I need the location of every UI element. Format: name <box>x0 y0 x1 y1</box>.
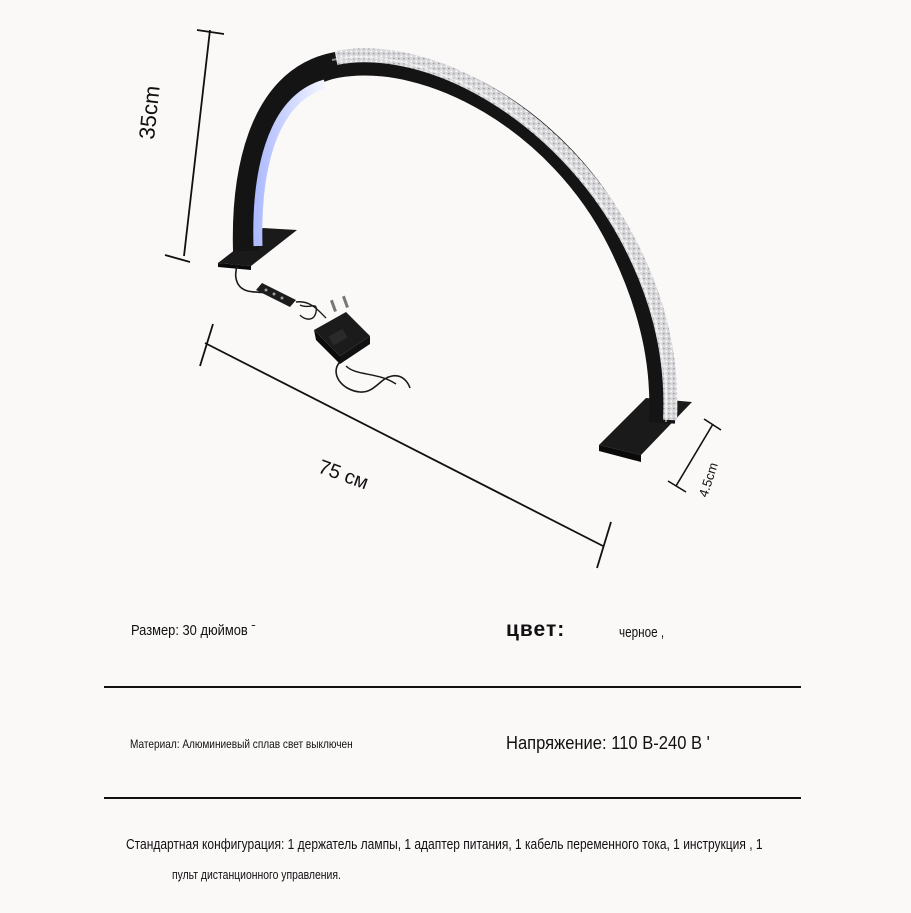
right-base-plate <box>599 398 692 462</box>
depth-dimension-label: 4.5cm <box>695 460 721 499</box>
arch-crystal-strip <box>336 55 670 420</box>
size-spec: Размер: 30 дюймов ˉ <box>131 622 256 639</box>
width-dimension-label: 75 см <box>315 456 372 495</box>
inline-switch <box>256 283 296 307</box>
depth-dimension <box>668 419 721 499</box>
height-dimension <box>134 30 224 262</box>
voltage-spec: Напряжение: 110 В-240 В ' <box>506 733 710 753</box>
material-spec: Материал: Алюминиевый сплав свет выключен <box>130 737 353 751</box>
divider-line <box>104 797 801 799</box>
color-spec-key: цвет: <box>506 618 566 641</box>
arch-frame <box>246 63 663 423</box>
height-dimension-label: 35cm <box>134 84 165 141</box>
configuration-spec: Стандартная конфигурация: 1 держатель лампы, 1 адаптер питания, 1 кабель переменного тока, 1 инструкция , 1 <box>126 836 763 853</box>
power-adapter <box>314 296 370 364</box>
width-dimension <box>200 324 611 568</box>
divider-line <box>104 686 801 688</box>
color-spec-value: черное , <box>619 624 665 641</box>
configuration-spec-continued: пульт дистанционного управления. <box>172 867 341 882</box>
power-cable <box>236 250 410 392</box>
